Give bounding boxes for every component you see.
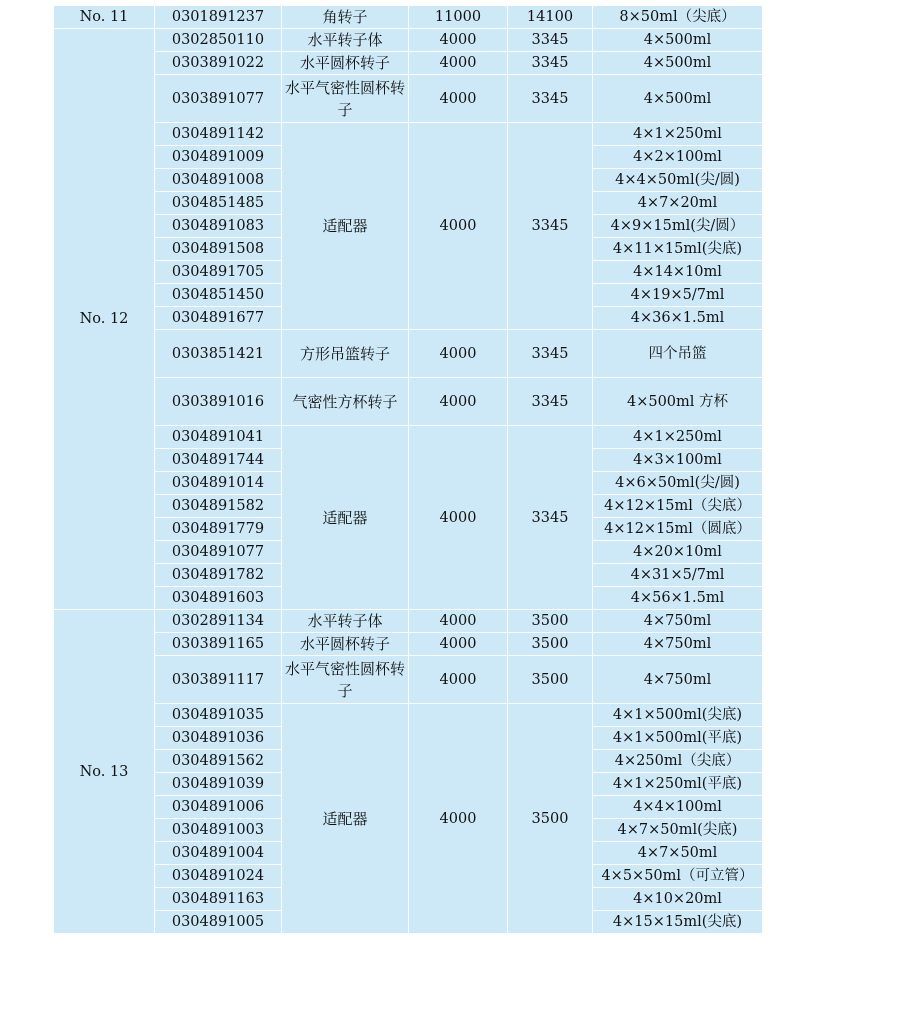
max-rcf-cell: 3345 [508,29,593,52]
part-code-cell: 0304891782 [155,564,282,587]
part-code-cell: 0304891014 [155,472,282,495]
capacity-cell: 4×500ml [593,75,763,123]
capacity-cell: 4×6×50ml(尖/圆) [593,472,763,495]
rotor-type-cell: 气密性方杯转子 [282,378,409,426]
max-rcf-cell: 3345 [508,426,593,610]
rotor-type-cell: 适配器 [282,704,409,934]
part-code-cell: 0304891036 [155,727,282,750]
part-code-cell: 0304891083 [155,215,282,238]
max-rcf-cell: 3500 [508,704,593,934]
max-speed-cell: 4000 [409,610,508,633]
rotor-spec-table [53,5,763,934]
max-rcf-cell: 3345 [508,330,593,378]
capacity-cell: 4×10×20ml [593,888,763,911]
part-code-cell: 0304891041 [155,426,282,449]
model-cell: No. 12 [54,29,155,610]
part-code-cell: 0304891009 [155,146,282,169]
table-row [54,29,763,52]
capacity-cell: 4×250ml（尖底） [593,750,763,773]
part-code-cell: 0304891779 [155,518,282,541]
table-body [54,6,763,934]
max-rcf-cell: 3345 [508,123,593,330]
max-rcf-cell: 3345 [508,75,593,123]
part-code-cell: 0304891582 [155,495,282,518]
part-code-cell: 0304891035 [155,704,282,727]
capacity-cell: 4×750ml [593,610,763,633]
part-code-cell: 0303891022 [155,52,282,75]
part-code-cell: 0304891744 [155,449,282,472]
max-speed-cell: 4000 [409,330,508,378]
part-code-cell: 0304891562 [155,750,282,773]
part-code-cell: 0304891142 [155,123,282,146]
max-rcf-cell: 3500 [508,610,593,633]
rotor-type-cell: 适配器 [282,426,409,610]
capacity-cell: 4×1×500ml(尖底) [593,704,763,727]
capacity-cell: 4×1×250ml(平底) [593,773,763,796]
part-code-cell: 0303851421 [155,330,282,378]
capacity-cell: 4×15×15ml(尖底) [593,911,763,934]
capacity-cell: 4×12×15ml（尖底） [593,495,763,518]
rotor-type-cell: 水平圆杯转子 [282,52,409,75]
part-code-cell: 0304851485 [155,192,282,215]
capacity-cell: 4×750ml [593,633,763,656]
capacity-cell: 4×14×10ml [593,261,763,284]
part-code-cell: 0304891603 [155,587,282,610]
capacity-cell: 4×1×250ml [593,123,763,146]
max-rcf-cell: 3500 [508,656,593,704]
max-speed-cell: 4000 [409,123,508,330]
max-speed-cell: 4000 [409,75,508,123]
capacity-cell: 4×5×50ml（可立管） [593,865,763,888]
part-code-cell: 0304891705 [155,261,282,284]
capacity-cell: 4×20×10ml [593,541,763,564]
part-code-cell: 0304891024 [155,865,282,888]
capacity-cell: 4×750ml [593,656,763,704]
capacity-cell: 4×31×5/7ml [593,564,763,587]
table-row [54,610,763,633]
capacity-cell: 4×9×15ml(尖/圆） [593,215,763,238]
table-row [54,6,763,29]
capacity-cell: 4×500ml 方杯 [593,378,763,426]
rotor-type-cell: 水平气密性圆杯转子 [282,656,409,704]
capacity-cell: 4×1×250ml [593,426,763,449]
part-code-cell: 0304891006 [155,796,282,819]
capacity-cell: 4×3×100ml [593,449,763,472]
part-code-cell: 0304891508 [155,238,282,261]
model-cell: No. 13 [54,610,155,934]
part-code-cell: 0303891165 [155,633,282,656]
part-code-cell: 0304891004 [155,842,282,865]
table-row [54,704,763,727]
table-row [54,378,763,426]
rotor-type-cell: 适配器 [282,123,409,330]
part-code-cell: 0304891163 [155,888,282,911]
part-code-cell: 0304891677 [155,307,282,330]
max-speed-cell: 4000 [409,378,508,426]
max-speed-cell: 4000 [409,656,508,704]
max-speed-cell: 11000 [409,6,508,29]
rotor-type-cell: 水平圆杯转子 [282,633,409,656]
max-speed-cell: 4000 [409,633,508,656]
max-rcf-cell: 3345 [508,52,593,75]
capacity-cell: 4×7×50ml [593,842,763,865]
capacity-cell: 4×2×100ml [593,146,763,169]
rotor-type-cell: 水平气密性圆杯转子 [282,75,409,123]
part-code-cell: 0302850110 [155,29,282,52]
capacity-cell: 4×19×5/7ml [593,284,763,307]
max-speed-cell: 4000 [409,29,508,52]
max-rcf-cell: 3500 [508,633,593,656]
part-code-cell: 0303891117 [155,656,282,704]
max-rcf-cell: 3345 [508,378,593,426]
capacity-cell: 4×12×15ml（圆底） [593,518,763,541]
part-code-cell: 0303891077 [155,75,282,123]
capacity-cell: 4×56×1.5ml [593,587,763,610]
part-code-cell: 0304891039 [155,773,282,796]
capacity-cell: 4×7×50ml(尖底) [593,819,763,842]
table-row [54,426,763,449]
max-speed-cell: 4000 [409,426,508,610]
rotor-type-cell: 方形吊篮转子 [282,330,409,378]
capacity-cell: 四个吊篮 [593,330,763,378]
part-code-cell: 0304891008 [155,169,282,192]
model-cell: No. 11 [54,6,155,29]
rotor-type-cell: 水平转子体 [282,610,409,633]
part-code-cell: 0303891016 [155,378,282,426]
capacity-cell: 4×4×100ml [593,796,763,819]
max-speed-cell: 4000 [409,52,508,75]
part-code-cell: 0304891005 [155,911,282,934]
capacity-cell: 8×50ml（尖底） [593,6,763,29]
rotor-type-cell: 角转子 [282,6,409,29]
capacity-cell: 4×1×500ml(平底) [593,727,763,750]
rotor-type-cell: 水平转子体 [282,29,409,52]
capacity-cell: 4×7×20ml [593,192,763,215]
rotor-spec-table-container [53,5,762,934]
table-row [54,123,763,146]
max-rcf-cell: 14100 [508,6,593,29]
capacity-cell: 4×500ml [593,29,763,52]
part-code-cell: 0304891077 [155,541,282,564]
part-code-cell: 0302891134 [155,610,282,633]
capacity-cell: 4×11×15ml(尖底) [593,238,763,261]
part-code-cell: 0304851450 [155,284,282,307]
capacity-cell: 4×500ml [593,52,763,75]
table-row [54,656,763,704]
capacity-cell: 4×4×50ml(尖/圆) [593,169,763,192]
part-code-cell: 0301891237 [155,6,282,29]
table-row [54,330,763,378]
table-row [54,633,763,656]
capacity-cell: 4×36×1.5ml [593,307,763,330]
table-row [54,52,763,75]
part-code-cell: 0304891003 [155,819,282,842]
max-speed-cell: 4000 [409,704,508,934]
table-row [54,75,763,123]
